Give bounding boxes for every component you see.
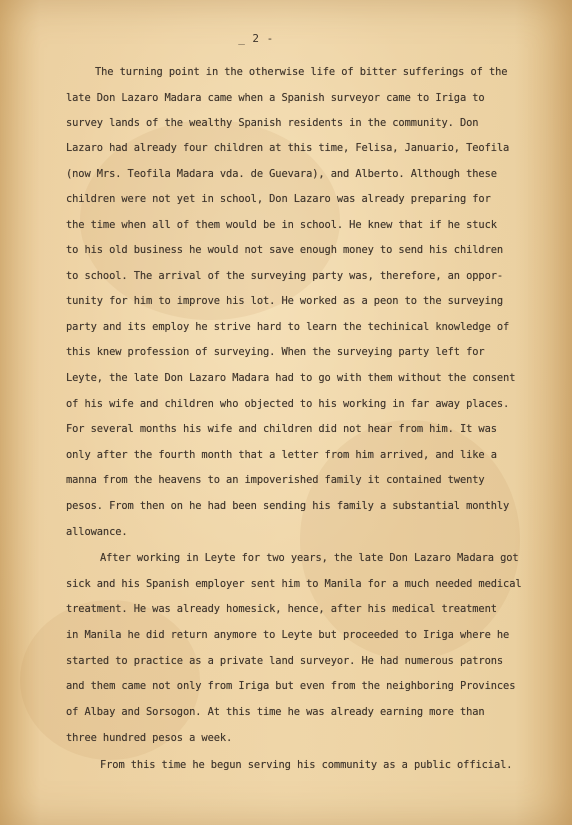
text-line: allowance. [66, 526, 128, 538]
text-line: The turning point in the otherwise life of bitter sufferings of the [95, 66, 508, 78]
text-line: late Don Lazaro Madara came when a Spanish surveyor came to Iriga to [66, 92, 485, 104]
text-line: to his old business he would not save enough money to send his children [66, 244, 504, 256]
text-line: sick and his Spanish employer sent him to Manila for a much needed medical [66, 578, 522, 590]
text-line: treatment. He was already homesick, hence, after his medical treatment [66, 603, 497, 615]
text-line: of his wife and children who objected to his working in far away places. [66, 398, 510, 410]
text-line: survey lands of the wealthy Spanish residents in the community. Don [66, 117, 479, 129]
text-line: (now Mrs. Teofila Madara vda. de Guevara), and Alberto. Although these [66, 168, 497, 180]
text-line: Lazaro had already four children at this time, Felisa, Januario, Teofila [66, 142, 510, 154]
text-line: From this time he begun serving his community as a public official. [100, 759, 513, 771]
text-line: in Manila he did return anymore to Leyte but proceeded to Iriga where he [66, 629, 510, 641]
text-line: Leyte, the late Don Lazaro Madara had to go with them without the consent [66, 372, 516, 384]
text-line: and them came not only from Iriga but even from the neighboring Provinces [66, 680, 516, 692]
text-line: only after the fourth month that a letter from him arrived, and like a [66, 449, 497, 461]
text-line: this knew profession of surveying. When the surveying party left for [66, 346, 485, 358]
text-line: to school. The arrival of the surveying party was, therefore, an oppor- [66, 270, 504, 282]
text-line: three hundred pesos a week. [66, 732, 233, 744]
text-line: children were not yet in school, Don Lazaro was already preparing for [66, 193, 491, 205]
text-line: For several months his wife and children did not hear from him. It was [66, 423, 497, 435]
text-line: After working in Leyte for two years, the late Don Lazaro Madara got [100, 552, 519, 564]
text-line: tunity for him to improve his lot. He worked as a peon to the surveying [66, 295, 504, 307]
text-line: started to practice as a private land surveyor. He had numerous patrons [66, 655, 504, 667]
text-line: of Albay and Sorsogon. At this time he was already earning more than [66, 706, 485, 718]
page-number: _ 2 - [238, 32, 274, 45]
text-line: pesos. From then on he had been sending his family a substantial monthly [66, 500, 510, 512]
text-line: party and its employ he strive hard to learn the techinical knowledge of [66, 321, 510, 333]
text-line: the time when all of them would be in school. He knew that if he stuck [66, 219, 497, 231]
text-line: manna from the heavens to an impoverished family it contained twenty [66, 474, 485, 486]
